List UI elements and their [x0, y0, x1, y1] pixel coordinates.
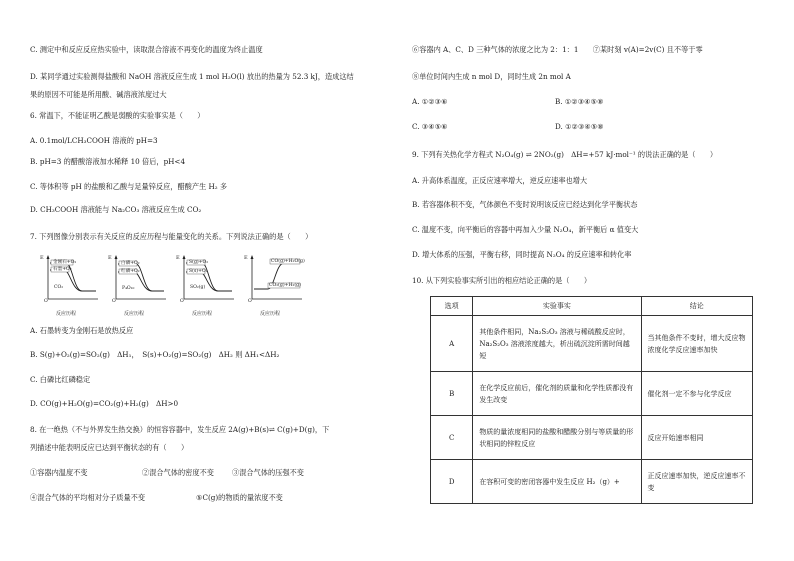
table-cell-fact: 在化学反应前后，催化剂的质量和化学性质都没有发生改变	[473, 372, 641, 416]
q8-condition-5: ⑤C(g)的物质的量浓度不变	[196, 493, 283, 502]
diagram-label: CO₂(g)+H₂(g)	[269, 283, 301, 288]
q10-stem: 10. 从下列实验事实所引出的相应结论正确的是（ ）	[412, 276, 592, 285]
q8-condition-1: ①容器内温度不变	[30, 468, 88, 477]
q8-condition-8: ⑧单位时间内生成 n mol D，同时生成 2n mol A	[412, 72, 571, 81]
table-row	[431, 372, 753, 416]
q9-option-d: D. 增大体系的压强，平衡右移，同时提高 N₂O₄ 的反应速率和转化率	[412, 250, 632, 259]
table-header: 实验事实	[473, 297, 641, 316]
table-cell-fact: 其他条件相同，Na₂S₂O₃ 溶液与稀硫酸反应时，Na₂S₂O₃ 溶液浓度越大，析出硫沉淀所需时间越短	[473, 316, 641, 372]
diagram-y-label: E	[40, 255, 44, 261]
q6-stem: 6. 常温下，不能证明乙酸是弱酸的实验事实是（ ）	[30, 111, 205, 120]
energy-diagram-4	[246, 255, 304, 317]
diagram-y-label: E	[108, 255, 112, 261]
q6-option-d: D. CH₃COOH 溶液能与 Na₂CO₃ 溶液反应生成 CO₂	[30, 205, 202, 214]
q8-option-b: B. ①②③④⑤⑧	[555, 97, 604, 106]
table-header: 结论	[641, 297, 752, 316]
diagram-label: S(g)+O₂	[189, 260, 209, 265]
q9-stem: 9. 下列有关热化学方程式 N₂O₄(g) ⇌ 2NO₂(g) ΔH=+57 kJ·mol⁻¹ 的说法正确的是（ ）	[412, 150, 718, 159]
table-cell-fact: 物质的量浓度相同的盐酸和醋酸分别与等质量的形状相同的锌粒反应	[473, 416, 641, 460]
diagram-label: CO(g)+H₂O(g)	[271, 259, 305, 264]
table-cell-option: D	[431, 460, 473, 504]
diagram-label: S(s)+O₂	[189, 269, 208, 274]
table-row	[431, 416, 753, 460]
q5-option-d-line1: D. 某同学通过实验测得盐酸和 NaOH 溶液反应生成 1 mol H₂O(l) 放出的热量为 52.3 kJ，造成这结	[30, 72, 354, 81]
table-header-row	[431, 297, 753, 316]
q9-option-b: B. 若容器体积不变，气体颜色不变时说明该反应已经达到化学平衡状态	[412, 200, 638, 209]
diagram-origin: O	[112, 299, 116, 304]
table-cell-conclusion: 正反应速率加快，逆反应速率不变	[641, 460, 752, 504]
q9-option-a: A. 升高体系温度，正反应速率增大，逆反应速率也增大	[412, 176, 588, 185]
diagram-label: 红磷+O₂	[121, 269, 140, 274]
q8-condition-3: ③混合气体的压强不变	[232, 468, 304, 477]
table-cell-conclusion: 反应开始速率相同	[641, 416, 752, 460]
table-cell-conclusion: 催化剂一定不参与化学反应	[641, 372, 752, 416]
table-row	[431, 460, 753, 504]
diagram-label: CO₂	[54, 285, 64, 290]
q8-stem-line2: 列描述中能表明反应已达到平衡状态的有（ ）	[30, 443, 189, 452]
diagram-label: 石墨+O₂	[53, 267, 72, 272]
q6-option-c: C. 等体积等 pH 的盐酸和乙酸与足量锌反应，醋酸产生 H₂ 多	[30, 182, 228, 191]
diagram-x-label: 反应历程	[124, 311, 145, 317]
q8-option-c: C. ③④⑤⑥	[412, 122, 448, 131]
energy-diagram-2	[110, 255, 168, 317]
q7-option-a: A. 石墨转变为金刚石是放热反应	[30, 326, 134, 335]
table-cell-option: C	[431, 416, 473, 460]
q10-table	[430, 296, 753, 504]
diagram-y-label: E	[176, 255, 180, 261]
diagram-label: 金刚石+O₂	[53, 260, 77, 265]
q6-option-a: A. 0.1mol/LCH₃COOH 溶液的 pH=3	[30, 136, 158, 145]
q8-condition-6-7: ⑥容器内 A、C、D 三种气体的浓度之比为 2：1：1 ⑦某时刻 v(A)=2v(C) 且不等于零	[412, 45, 703, 54]
q8-condition-4: ④混合气体的平均相对分子质量不变	[30, 493, 146, 502]
energy-diagram-3	[178, 255, 236, 317]
table-cell-conclusion: 当其他条件不变时，增大反应物浓度化学反应速率加快	[641, 316, 752, 372]
q7-stem: 7. 下列图像分别表示有关反应的反应历程与能量变化的关系。下列说法正确的是（ ）	[30, 232, 313, 241]
q8-condition-2: ②混合气体的密度不变	[142, 468, 214, 477]
table-row	[431, 316, 753, 372]
table-cell-fact: 在容积可变的密闭容器中发生反应 H₂（g）+	[473, 460, 641, 504]
energy-diagram-1	[42, 255, 100, 317]
diagram-x-label: 反应历程	[192, 311, 213, 317]
diagram-origin: O	[44, 299, 48, 304]
diagram-label: 白磷+O₂	[121, 261, 140, 266]
table-cell-option: B	[431, 372, 473, 416]
diagram-x-label: 反应历程	[260, 311, 281, 317]
diagram-y-label: E	[244, 255, 248, 261]
diagram-label: P₄O₁₀	[122, 286, 135, 291]
q9-option-c: C. 温度不变，向平衡后的容器中再加入少量 N₂O₄，新平衡后 α 值变大	[412, 225, 639, 234]
q6-option-b: B. pH=3 的醋酸溶液加水稀释 10 倍后，pH<4	[30, 157, 186, 166]
table-cell-option: A	[431, 316, 473, 372]
diagram-origin: O	[248, 299, 252, 304]
q8-stem-line1: 8. 在一绝热（不与外界发生热交换）的恒容容器中，发生反应 2A(g)+B(s)⇌ C(g)+D(g)，下	[30, 425, 330, 434]
q8-option-d: D. ①②③④⑤⑧	[555, 122, 604, 131]
table-header: 选项	[431, 297, 473, 316]
q7-option-b: B. S(g)+O₂(g)=SO₂(g) ΔH₁， S(s)+O₂(g)=SO₂(g) ΔH₂ 则 ΔH₁<ΔH₂	[30, 350, 280, 359]
q5-option-d-line2: 果的原因不可能是所用酸、碱溶液浓度过大	[30, 90, 167, 99]
diagram-x-label: 反应历程	[56, 311, 77, 317]
q7-option-d: D. CO(g)+H₂O(g)=CO₂(g)+H₂(g) ΔH>0	[30, 399, 179, 408]
q8-option-a: A. ①②③⑥	[412, 97, 448, 106]
q5-option-c: C. 测定中和反应反应热实验中，读取混合溶液不再变化的温度为终止温度	[30, 45, 263, 54]
energy-diagrams	[40, 255, 305, 317]
q7-option-c: C. 白磷比红磷稳定	[30, 375, 91, 384]
diagram-origin: O	[180, 299, 184, 304]
diagram-label: SO₂(g)	[190, 285, 206, 290]
